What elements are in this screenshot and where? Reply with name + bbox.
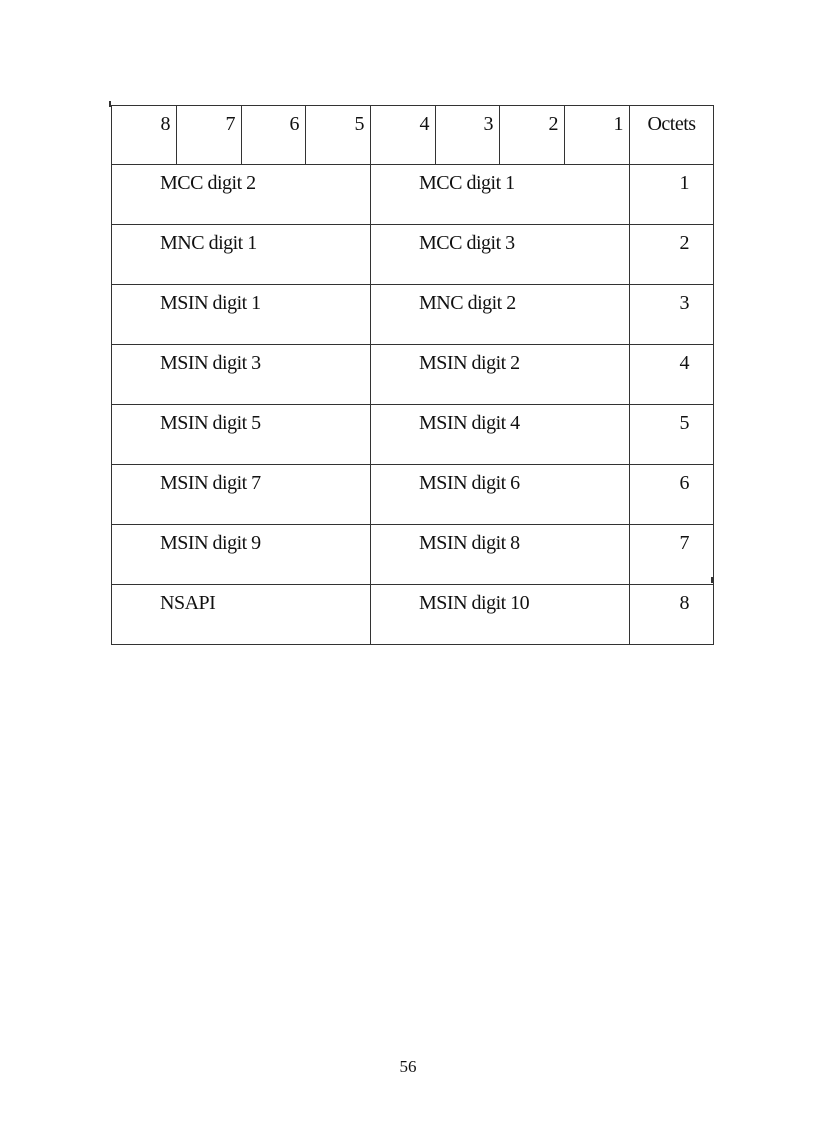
bit-header: 1	[565, 106, 630, 165]
table-row	[112, 585, 714, 645]
low-nibble-field: MSIN digit 8	[371, 525, 630, 585]
bit-header: 3	[436, 106, 500, 165]
octet-number: 8	[630, 585, 714, 645]
octet-number: 5	[630, 405, 714, 465]
high-nibble-field: MSIN digit 3	[112, 345, 371, 405]
high-nibble-field: MSIN digit 7	[112, 465, 371, 525]
page-number: 56	[399, 1057, 417, 1076]
table-row	[112, 405, 714, 465]
high-nibble-field: MSIN digit 1	[112, 285, 371, 345]
high-nibble-field: MSIN digit 5	[112, 405, 371, 465]
octet-number: 1	[630, 165, 714, 225]
octet-number: 6	[630, 465, 714, 525]
table-row	[112, 225, 714, 285]
bit-header: 4	[371, 106, 436, 165]
bit-header: 7	[177, 106, 242, 165]
table-row	[112, 285, 714, 345]
table-row	[112, 165, 714, 225]
low-nibble-field: MSIN digit 2	[371, 345, 630, 405]
bit-header: 6	[242, 106, 306, 165]
bit-header: 2	[500, 106, 565, 165]
bit-header-row	[112, 106, 714, 165]
low-nibble-field: MCC digit 3	[371, 225, 630, 285]
octet-number: 3	[630, 285, 714, 345]
high-nibble-field: MSIN digit 9	[112, 525, 371, 585]
octet-number: 4	[630, 345, 714, 405]
octet-number: 2	[630, 225, 714, 285]
high-nibble-field: MNC digit 1	[112, 225, 371, 285]
low-nibble-field: MSIN digit 4	[371, 405, 630, 465]
low-nibble-field: MNC digit 2	[371, 285, 630, 345]
bit-header: 8	[112, 106, 177, 165]
octet-number: 7	[630, 525, 714, 585]
high-nibble-field: MCC digit 2	[112, 165, 371, 225]
low-nibble-field: MSIN digit 10	[371, 585, 630, 645]
table-row	[112, 345, 714, 405]
table-row	[112, 525, 714, 585]
bit-header: 5	[306, 106, 371, 165]
table-row	[112, 465, 714, 525]
octet-structure-table	[111, 105, 714, 645]
octets-header: Octets	[630, 106, 714, 165]
high-nibble-field: NSAPI	[112, 585, 371, 645]
low-nibble-field: MCC digit 1	[371, 165, 630, 225]
low-nibble-field: MSIN digit 6	[371, 465, 630, 525]
